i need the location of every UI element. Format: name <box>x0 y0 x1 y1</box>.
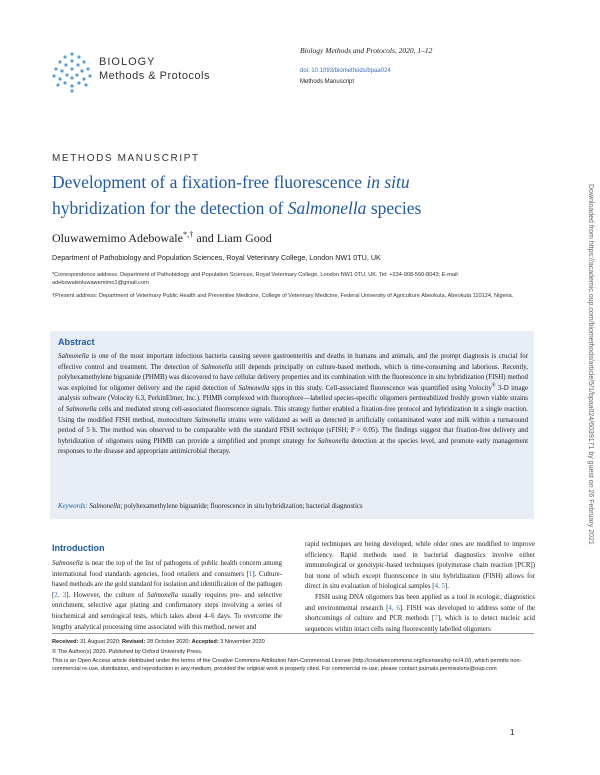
ref-link[interactable]: 2, 3 <box>54 591 67 599</box>
footer-notes <box>52 638 534 674</box>
intro-column-1: Salmonella is near the top of the list of pathogens of public health concern among international food standards agencies, food retailers and consumers [1]. Culture-based methods are the gold standard for isolation and identification of the pathogen [2, 3]. However, the culture of Salmonella usually requires pre- and selective enrichment, selective agar plating and confirmatory steps involving a series of biochemical and serological tests, which takes about 4–6 days. To overcome the lengthy analytical processing time associated with this method, newer and <box>52 560 283 631</box>
doi-link[interactable]: doi: 10.1093/biomethods/bpaa024 <box>300 68 391 74</box>
correspondence-note: *Correspondence address. Department of Pathobiology and Population Sciences, Royal Veterinary College, London NW1 0TU, UK. Tel: +234-908-560-8043; E-mail: adebowaleoluwawemimo1@gmail.com <box>52 272 460 286</box>
article-title-line-1: Development of a fixation-free fluorescence in situ <box>52 172 410 192</box>
license-text: This is an Open Access article distributed under the terms of the Creative Commons Attribution Non-Commercial License (http://creativecommons.org/licenses/by-nc/4.0/), which permits non-commercial re-use, distribution, and reproduction in any medium, provided the original work is properly cited. For commercial re-use, please contact journals.permissions@oup.com <box>52 657 522 673</box>
affiliation: Department of Pathobiology and Population Sciences, Royal Veterinary College, London NW1 0TU, UK <box>52 253 381 262</box>
ref-link[interactable]: 7 <box>434 615 438 623</box>
footer-divider <box>52 633 534 634</box>
journal-citation: Biology Methods and Protocols, 2020, 1–12 <box>300 46 433 55</box>
download-watermark <box>584 184 594 704</box>
author-list: Oluwawemimo Adebowale*,† and Liam Good <box>52 230 272 245</box>
introduction-heading: Introduction <box>52 543 105 553</box>
manuscript-type: Methods Manuscript <box>300 79 355 85</box>
download-watermark-text: Downloaded from https://academic.oup.com/biomethods/article/5/1/bpaa024/6039171 by guest on 26 February 2021 <box>587 184 594 545</box>
keywords: Keywords: Salmonella; polyhexamethylene biguanide; fluorescence in situ hybridization; bacterial diagnostics <box>58 503 363 510</box>
page-number: 1 <box>510 728 515 737</box>
intro-column-2: rapid techniques are being developed, while older ones are modified to improve efficiency. Rapid methods used in bacterial diagnostics involve either immunological or genotypic-based techniques (polymerase chain reaction [PCR]) but none of which except fluorescence in situ hybridization (FISH) allows for direct in situ evaluation of biological samples [4, 5]. FISH using DNA oligomers has been applied as a tool in ecologic, diagnostics and environmental research [4, 6]. FISH was developed to address some of the shortcomings of culture and PCR methods [7], which is to detect nucleic acid sequences within intact cells using fluorescently labelled oligomers <box>305 541 535 633</box>
brand-line-2: Methods & Protocols <box>99 70 210 82</box>
ref-link[interactable]: 1 <box>248 570 253 578</box>
section-label: METHODS MANUSCRIPT <box>52 153 200 164</box>
abstract-text: Salmonella is one of the most important infectious bacteria causing severe gastroenteritis and deaths in humans and animals, and the prompt diagnosis is crucial for effective control and treatment. The detection of Salmonella still depends principally on culture-based methods, which is time-consuming and laborious. Recently, polyhexamethylene biguanide (PHMB) was discovered to have cellular delivery properties and its combination with the fluorescence in situ hybridization (FISH) method was exploited for oligomer delivery and the rapid detection of Salmonella spps in this study. Cell-associated fluorescence was quantified using Volocity® 3-D image analysis software (Volocity 6.3, PerkinElmer, Inc.). PHMB complexed with fluorophore—labelled species-specific oligomers permeabilized freshly grown viable strains of Salmonella cells and mediated strong cell-associated fluorescence signals. This strategy further enabled a fixation-free protocol and hybridization in a single reaction. Using the modified FISH method, monoculture Salmonella strains were validated as well as detected in artificially contaminated water and milk within a turnaround period of 5 h. The method was observed to be comparable with the standard FISH technique (sFISH; P > 0.05). The findings suggest that fixation-free delivery and hybridization of oligomers using PHMB can provide a simplified and prompt strategy for Salmonella detection at the species level, and promote early management responses to the disease and appropriate antimicrobial therapy. <box>58 353 529 456</box>
article-title-line-2: hybridization for the detection of Salmonella species <box>52 198 422 218</box>
abstract-heading: Abstract <box>58 337 95 347</box>
dates-line: Received: 31 August 2020; Revised: 28 October 2020; Accepted: 3 November 2020 <box>52 639 265 645</box>
dot-grid-logo-icon <box>50 50 94 94</box>
copyright-line: © The Author(s) 2020. Published by Oxford University Press. <box>52 649 203 656</box>
brand-line-1: BIOLOGY <box>99 56 156 68</box>
ref-link[interactable]: 4, 5 <box>434 583 445 591</box>
ref-link[interactable]: 4, 6 <box>388 604 400 612</box>
present-address-note: †Present address: Department of Veterinary Public Health and Preventive Medicine, College of Veterinary Medicine, Federal University of Agriculture Abeokuta, Abeokuta 110124, Nigeria. <box>52 293 514 299</box>
